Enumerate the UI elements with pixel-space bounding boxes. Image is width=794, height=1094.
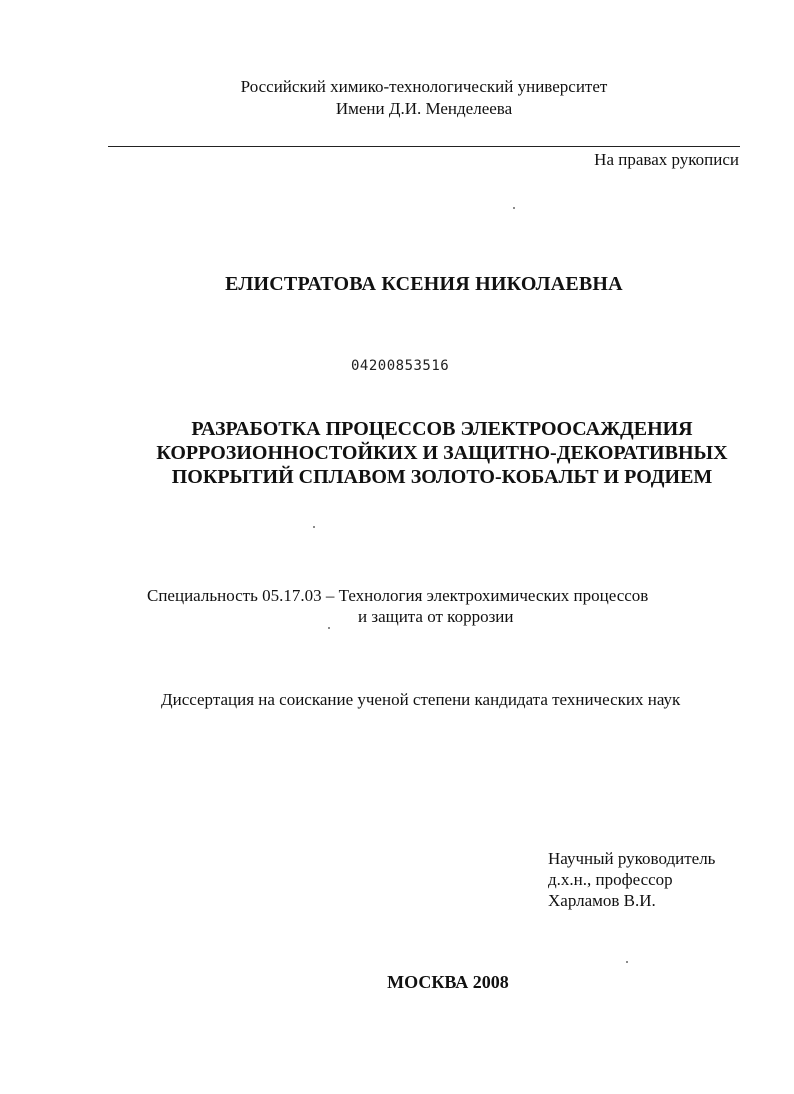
university-named-after: Имени Д.И. Менделеева (335, 99, 513, 118)
degree-statement: Диссертация на соискание ученой степени кандидата технических наук (161, 690, 681, 709)
header-divider (108, 146, 740, 147)
university-name: Российский химико-технологический университет (240, 77, 608, 96)
thesis-title-line: ПОКРЫТИЙ СПЛАВОМ ЗОЛОТО-КОБАЛЬТ И РОДИЕМ (171, 466, 713, 488)
supervisor-role: Научный руководитель (548, 849, 716, 868)
city-year: МОСКВА 2008 (387, 972, 509, 992)
author-name: ЕЛИСТРАТОВА КСЕНИЯ НИКОЛАЕВНА (225, 273, 623, 295)
manuscript-note: На правах рукописи (594, 150, 739, 169)
scan-speck (626, 961, 628, 963)
speciality-line: и защита от коррозии (358, 607, 514, 626)
speciality (147, 585, 648, 627)
scan-speck (313, 526, 315, 528)
speciality-line: Специальность 05.17.03 – Технология электрохимических процессов (147, 586, 649, 605)
thesis-title-line: КОРРОЗИОННОСТОЙКИХ И ЗАЩИТНО-ДЕКОРАТИВНЫХ (156, 442, 728, 464)
thesis-title-line: РАЗРАБОТКА ПРОЦЕССОВ ЭЛЕКТРООСАЖДЕНИЯ (191, 418, 693, 440)
supervisor-rank: д.х.н., профессор (548, 870, 673, 889)
catalog-stamp: 04200853516 (351, 358, 450, 374)
scan-speck (328, 627, 330, 629)
supervisor-name: Харламов В.И. (548, 891, 656, 910)
thesis-title (0, 417, 794, 489)
university-header (0, 76, 794, 120)
scan-speck (513, 207, 515, 209)
supervisor-block (548, 848, 715, 911)
